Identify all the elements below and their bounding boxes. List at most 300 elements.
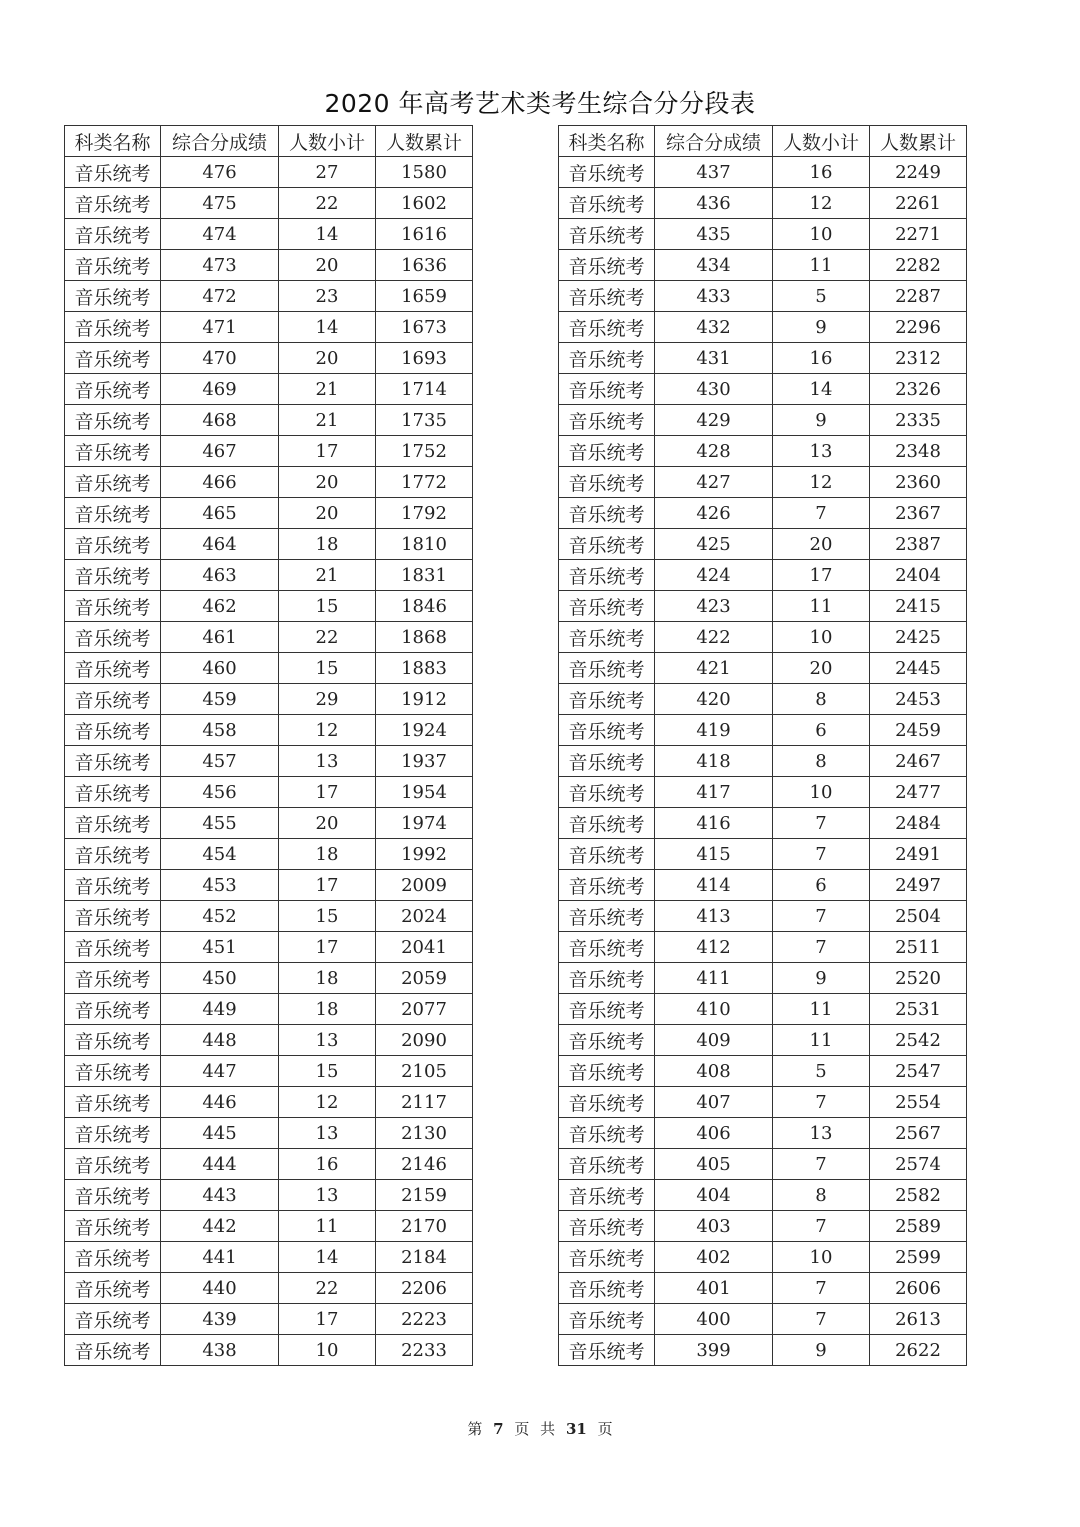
cell-score: 401: [655, 1273, 773, 1304]
cell-category: 音乐统考: [559, 498, 655, 529]
cell-score: 471: [161, 312, 279, 343]
header-count: 人数小计: [773, 126, 870, 157]
cell-count: 20: [279, 498, 376, 529]
cell-score: 467: [161, 436, 279, 467]
table-row: [65, 467, 473, 498]
cell-score: 435: [655, 219, 773, 250]
cell-count: 8: [773, 1180, 870, 1211]
table-row: [65, 1118, 473, 1149]
cell-count: 18: [279, 963, 376, 994]
cell-score: 463: [161, 560, 279, 591]
cell-count: 15: [279, 901, 376, 932]
cell-cumulative: 1924: [376, 715, 473, 746]
cell-score: 407: [655, 1087, 773, 1118]
cell-score: 436: [655, 188, 773, 219]
cell-count: 15: [279, 591, 376, 622]
table-row: [559, 529, 967, 560]
cell-count: 17: [279, 777, 376, 808]
cell-cumulative: 1659: [376, 281, 473, 312]
table-row: [65, 963, 473, 994]
cell-score: 412: [655, 932, 773, 963]
cell-score: 428: [655, 436, 773, 467]
table-row: [559, 1056, 967, 1087]
cell-cumulative: 2367: [870, 498, 967, 529]
cell-score: 454: [161, 839, 279, 870]
cell-cumulative: 1602: [376, 188, 473, 219]
cell-category: 音乐统考: [65, 746, 161, 777]
cell-category: 音乐统考: [559, 157, 655, 188]
table-row: [65, 1149, 473, 1180]
cell-category: 音乐统考: [65, 188, 161, 219]
cell-count: 11: [773, 250, 870, 281]
cell-score: 447: [161, 1056, 279, 1087]
cell-count: 20: [279, 250, 376, 281]
cell-cumulative: 2024: [376, 901, 473, 932]
footer-prefix: 第: [467, 1420, 483, 1438]
table-row: [559, 250, 967, 281]
cell-category: 音乐统考: [559, 219, 655, 250]
cell-category: 音乐统考: [559, 1304, 655, 1335]
cell-score: 462: [161, 591, 279, 622]
cell-cumulative: 2467: [870, 746, 967, 777]
table-row: [559, 808, 967, 839]
cell-count: 13: [279, 1118, 376, 1149]
cell-category: 音乐统考: [65, 374, 161, 405]
cell-score: 461: [161, 622, 279, 653]
cell-score: 456: [161, 777, 279, 808]
table-row: [559, 467, 967, 498]
table-row: [559, 1180, 967, 1211]
footer-current-page: 7: [493, 1420, 504, 1438]
cell-category: 音乐统考: [65, 219, 161, 250]
cell-category: 音乐统考: [559, 808, 655, 839]
table-row: [559, 591, 967, 622]
cell-score: 457: [161, 746, 279, 777]
cell-category: 音乐统考: [559, 1180, 655, 1211]
cell-count: 29: [279, 684, 376, 715]
cell-count: 17: [279, 932, 376, 963]
table-row: [559, 1118, 967, 1149]
cell-category: 音乐统考: [559, 436, 655, 467]
cell-cumulative: 1846: [376, 591, 473, 622]
cell-score: 426: [655, 498, 773, 529]
cell-score: 437: [655, 157, 773, 188]
cell-score: 430: [655, 374, 773, 405]
cell-count: 13: [279, 1180, 376, 1211]
cell-score: 422: [655, 622, 773, 653]
cell-category: 音乐统考: [559, 591, 655, 622]
cell-score: 450: [161, 963, 279, 994]
cell-cumulative: 2404: [870, 560, 967, 591]
cell-count: 17: [773, 560, 870, 591]
cell-category: 音乐统考: [65, 560, 161, 591]
header-score: 综合分成绩: [655, 126, 773, 157]
cell-count: 7: [773, 1304, 870, 1335]
cell-score: 446: [161, 1087, 279, 1118]
cell-score: 416: [655, 808, 773, 839]
cell-category: 音乐统考: [559, 777, 655, 808]
table-row: [65, 405, 473, 436]
table-row: [559, 932, 967, 963]
cell-cumulative: 2547: [870, 1056, 967, 1087]
cell-cumulative: 1974: [376, 808, 473, 839]
cell-count: 9: [773, 1335, 870, 1366]
cell-cumulative: 1580: [376, 157, 473, 188]
cell-score: 466: [161, 467, 279, 498]
cell-cumulative: 1912: [376, 684, 473, 715]
cell-cumulative: 2282: [870, 250, 967, 281]
cell-category: 音乐统考: [559, 405, 655, 436]
table-row: [559, 1273, 967, 1304]
table-row: [559, 1087, 967, 1118]
cell-cumulative: 2459: [870, 715, 967, 746]
cell-category: 音乐统考: [65, 1056, 161, 1087]
cell-count: 10: [773, 622, 870, 653]
cell-score: 441: [161, 1242, 279, 1273]
cell-score: 410: [655, 994, 773, 1025]
cell-category: 音乐统考: [65, 498, 161, 529]
cell-count: 8: [773, 684, 870, 715]
cell-count: 10: [279, 1335, 376, 1366]
cell-score: 474: [161, 219, 279, 250]
table-row: [559, 622, 967, 653]
cell-cumulative: 2567: [870, 1118, 967, 1149]
cell-count: 18: [279, 529, 376, 560]
cell-count: 13: [279, 1025, 376, 1056]
cell-count: 12: [773, 188, 870, 219]
cell-count: 21: [279, 405, 376, 436]
cell-category: 音乐统考: [559, 529, 655, 560]
cell-cumulative: 2520: [870, 963, 967, 994]
table-row: [65, 591, 473, 622]
cell-category: 音乐统考: [65, 653, 161, 684]
cell-category: 音乐统考: [559, 467, 655, 498]
cell-count: 20: [279, 467, 376, 498]
cell-score: 445: [161, 1118, 279, 1149]
cell-category: 音乐统考: [65, 1118, 161, 1149]
cell-cumulative: 2613: [870, 1304, 967, 1335]
table-row: [65, 808, 473, 839]
cell-category: 音乐统考: [65, 591, 161, 622]
cell-cumulative: 1792: [376, 498, 473, 529]
cell-cumulative: 1616: [376, 219, 473, 250]
table-row: [559, 1025, 967, 1056]
cell-category: 音乐统考: [559, 932, 655, 963]
cell-score: 400: [655, 1304, 773, 1335]
cell-score: 444: [161, 1149, 279, 1180]
cell-count: 8: [773, 746, 870, 777]
score-table-left: [64, 125, 473, 1366]
cell-count: 12: [279, 1087, 376, 1118]
cell-cumulative: 1883: [376, 653, 473, 684]
table-row: [65, 653, 473, 684]
table-row: [65, 622, 473, 653]
cell-category: 音乐统考: [559, 1273, 655, 1304]
cell-cumulative: 2445: [870, 653, 967, 684]
cell-count: 7: [773, 839, 870, 870]
table-row: [65, 1242, 473, 1273]
cell-score: 415: [655, 839, 773, 870]
cell-category: 音乐统考: [65, 994, 161, 1025]
cell-count: 9: [773, 312, 870, 343]
cell-category: 音乐统考: [65, 901, 161, 932]
cell-count: 7: [773, 1211, 870, 1242]
cell-cumulative: 1992: [376, 839, 473, 870]
footer-suffix: 页: [597, 1420, 613, 1438]
cell-category: 音乐统考: [559, 653, 655, 684]
cell-count: 7: [773, 932, 870, 963]
cell-score: 409: [655, 1025, 773, 1056]
cell-score: 470: [161, 343, 279, 374]
cell-count: 17: [279, 436, 376, 467]
table-row: [559, 343, 967, 374]
cell-category: 音乐统考: [65, 932, 161, 963]
cell-count: 9: [773, 963, 870, 994]
cell-count: 17: [279, 1304, 376, 1335]
table-row: [559, 1335, 967, 1366]
cell-cumulative: 2077: [376, 994, 473, 1025]
cell-cumulative: 2117: [376, 1087, 473, 1118]
cell-category: 音乐统考: [65, 1149, 161, 1180]
cell-count: 14: [279, 1242, 376, 1273]
cell-cumulative: 2041: [376, 932, 473, 963]
table-row: [65, 715, 473, 746]
table-row: [65, 1273, 473, 1304]
table-row: [65, 374, 473, 405]
table-row: [65, 932, 473, 963]
cell-category: 音乐统考: [559, 250, 655, 281]
cell-score: 438: [161, 1335, 279, 1366]
cell-score: 404: [655, 1180, 773, 1211]
cell-count: 7: [773, 1087, 870, 1118]
cell-score: 419: [655, 715, 773, 746]
footer-total-pages: 31: [565, 1420, 587, 1438]
cell-category: 音乐统考: [65, 1273, 161, 1304]
table-row: [65, 1211, 473, 1242]
cell-score: 448: [161, 1025, 279, 1056]
cell-category: 音乐统考: [65, 1211, 161, 1242]
cell-cumulative: 1636: [376, 250, 473, 281]
table-row: [559, 653, 967, 684]
cell-cumulative: 2261: [870, 188, 967, 219]
cell-score: 468: [161, 405, 279, 436]
cell-category: 音乐统考: [559, 901, 655, 932]
header-count: 人数小计: [279, 126, 376, 157]
table-row: [65, 1180, 473, 1211]
cell-cumulative: 2554: [870, 1087, 967, 1118]
page-title: 2020 年高考艺术类考生综合分分段表: [324, 89, 756, 118]
cell-score: 403: [655, 1211, 773, 1242]
cell-count: 6: [773, 870, 870, 901]
cell-score: 432: [655, 312, 773, 343]
cell-count: 7: [773, 1273, 870, 1304]
cell-cumulative: 1714: [376, 374, 473, 405]
cell-cumulative: 2009: [376, 870, 473, 901]
cell-count: 14: [279, 312, 376, 343]
cell-category: 音乐统考: [65, 1304, 161, 1335]
cell-category: 音乐统考: [559, 343, 655, 374]
cell-category: 音乐统考: [65, 436, 161, 467]
cell-category: 音乐统考: [65, 622, 161, 653]
cell-count: 7: [773, 498, 870, 529]
cell-cumulative: 2425: [870, 622, 967, 653]
table-row: [559, 777, 967, 808]
cell-category: 音乐统考: [559, 1149, 655, 1180]
cell-category: 音乐统考: [65, 157, 161, 188]
cell-category: 音乐统考: [65, 281, 161, 312]
cell-score: 451: [161, 932, 279, 963]
cell-count: 5: [773, 281, 870, 312]
table-row: [559, 684, 967, 715]
cell-cumulative: 2497: [870, 870, 967, 901]
cell-cumulative: 2287: [870, 281, 967, 312]
cell-score: 458: [161, 715, 279, 746]
table-row: [559, 839, 967, 870]
cell-count: 23: [279, 281, 376, 312]
table-row: [559, 188, 967, 219]
table-row: [65, 436, 473, 467]
cell-score: 476: [161, 157, 279, 188]
cell-cumulative: 2223: [376, 1304, 473, 1335]
cell-count: 7: [773, 808, 870, 839]
cell-cumulative: 1954: [376, 777, 473, 808]
header-cumulative: 人数累计: [376, 126, 473, 157]
cell-category: 音乐统考: [559, 281, 655, 312]
cell-cumulative: 1810: [376, 529, 473, 560]
cell-cumulative: 1752: [376, 436, 473, 467]
cell-score: 469: [161, 374, 279, 405]
cell-cumulative: 2606: [870, 1273, 967, 1304]
table-row: [65, 188, 473, 219]
cell-count: 10: [773, 777, 870, 808]
table-row: [65, 219, 473, 250]
table-row: [65, 498, 473, 529]
cell-category: 音乐统考: [65, 715, 161, 746]
footer-middle: 页 共: [514, 1420, 556, 1438]
header-cumulative: 人数累计: [870, 126, 967, 157]
cell-category: 音乐统考: [559, 1056, 655, 1087]
table-row: [65, 870, 473, 901]
table-row: [65, 1304, 473, 1335]
cell-count: 16: [773, 343, 870, 374]
table-row: [559, 1304, 967, 1335]
cell-score: 433: [655, 281, 773, 312]
cell-cumulative: 2484: [870, 808, 967, 839]
cell-count: 6: [773, 715, 870, 746]
cell-score: 472: [161, 281, 279, 312]
table-row: [559, 994, 967, 1025]
cell-category: 音乐统考: [65, 250, 161, 281]
cell-score: 475: [161, 188, 279, 219]
cell-count: 17: [279, 870, 376, 901]
table-row: [65, 312, 473, 343]
cell-category: 音乐统考: [559, 715, 655, 746]
cell-category: 音乐统考: [559, 1242, 655, 1273]
cell-category: 音乐统考: [559, 994, 655, 1025]
cell-category: 音乐统考: [559, 1335, 655, 1366]
table-header-row: [65, 126, 473, 157]
page-footer: [0, 1418, 1080, 1439]
cell-category: 音乐统考: [559, 1118, 655, 1149]
cell-count: 5: [773, 1056, 870, 1087]
cell-cumulative: 2477: [870, 777, 967, 808]
cell-score: 427: [655, 467, 773, 498]
cell-category: 音乐统考: [65, 1242, 161, 1273]
cell-category: 音乐统考: [559, 622, 655, 653]
cell-category: 音乐统考: [65, 1335, 161, 1366]
cell-count: 11: [279, 1211, 376, 1242]
cell-score: 453: [161, 870, 279, 901]
cell-cumulative: 2360: [870, 467, 967, 498]
cell-category: 音乐统考: [559, 374, 655, 405]
table-row: [559, 715, 967, 746]
cell-cumulative: 2574: [870, 1149, 967, 1180]
cell-score: 434: [655, 250, 773, 281]
cell-score: 440: [161, 1273, 279, 1304]
cell-category: 音乐统考: [65, 963, 161, 994]
cell-cumulative: 2531: [870, 994, 967, 1025]
table-row: [65, 560, 473, 591]
table-row: [65, 157, 473, 188]
cell-cumulative: 2206: [376, 1273, 473, 1304]
cell-cumulative: 2105: [376, 1056, 473, 1087]
cell-cumulative: 1937: [376, 746, 473, 777]
cell-score: 424: [655, 560, 773, 591]
cell-category: 音乐统考: [559, 746, 655, 777]
cell-cumulative: 1693: [376, 343, 473, 374]
table-row: [559, 436, 967, 467]
cell-count: 12: [279, 715, 376, 746]
table-row: [65, 901, 473, 932]
score-table-right: [558, 125, 967, 1366]
cell-cumulative: 2090: [376, 1025, 473, 1056]
cell-score: 402: [655, 1242, 773, 1273]
cell-cumulative: 2511: [870, 932, 967, 963]
cell-score: 431: [655, 343, 773, 374]
cell-count: 14: [773, 374, 870, 405]
cell-category: 音乐统考: [559, 870, 655, 901]
table-row: [559, 901, 967, 932]
cell-score: 442: [161, 1211, 279, 1242]
table-row: [559, 870, 967, 901]
cell-cumulative: 2542: [870, 1025, 967, 1056]
table-row: [559, 219, 967, 250]
cell-score: 449: [161, 994, 279, 1025]
cell-count: 20: [279, 808, 376, 839]
cell-category: 音乐统考: [559, 684, 655, 715]
cell-category: 音乐统考: [65, 312, 161, 343]
table-row: [65, 1087, 473, 1118]
cell-cumulative: 2059: [376, 963, 473, 994]
table-row: [65, 684, 473, 715]
cell-score: 399: [655, 1335, 773, 1366]
cell-count: 22: [279, 1273, 376, 1304]
cell-count: 20: [773, 529, 870, 560]
table-row: [65, 1056, 473, 1087]
cell-cumulative: 2589: [870, 1211, 967, 1242]
cell-score: 417: [655, 777, 773, 808]
cell-score: 465: [161, 498, 279, 529]
cell-category: 音乐统考: [559, 1025, 655, 1056]
header-category: 科类名称: [559, 126, 655, 157]
cell-category: 音乐统考: [65, 1087, 161, 1118]
cell-category: 音乐统考: [65, 808, 161, 839]
cell-cumulative: 1831: [376, 560, 473, 591]
header-score: 综合分成绩: [161, 126, 279, 157]
cell-count: 11: [773, 994, 870, 1025]
cell-cumulative: 2415: [870, 591, 967, 622]
header-category: 科类名称: [65, 126, 161, 157]
